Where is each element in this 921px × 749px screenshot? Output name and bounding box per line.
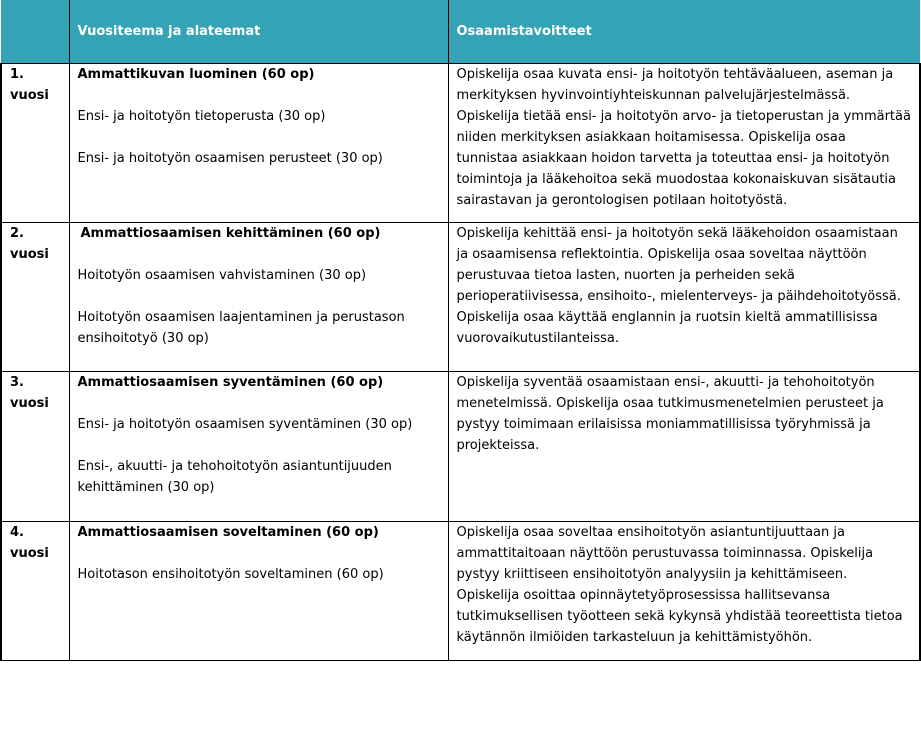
year-cell: 4. vuosi	[1, 522, 69, 661]
subtheme: Ensi- ja hoitotyön tietoperusta (30 op)	[77, 109, 326, 124]
theme-title: Ammattiosaamisen kehittäminen (60 op)	[80, 226, 381, 241]
theme-title: Ammattiosaamisen soveltaminen (60 op)	[77, 525, 379, 540]
header-theme: Vuositeema ja alateemat	[69, 0, 448, 64]
goals-cell: Opiskelija osaa soveltaa ensihoitotyön asiantuntijuuttaan ja ammattitaitoaan näyttöön perustuvassa toiminnassa. Opiskelija pystyy kriittiseen ensihoitotyön analyysiin ja kehittämiseen. Opiskelija osoittaa opinnäytetyöprosessissa hallitsevansa tutkimuksellisen työotteen sekä kykynsä yhdistää teoreettista tietoa käytännön ilmiöiden tarkasteluun ja kehittämistyöhön.	[448, 522, 920, 661]
table-header-row	[1, 0, 920, 64]
goals-cell: Opiskelija osaa kuvata ensi- ja hoitotyön tehtäväalueen, aseman ja merkityksen hyvinvointiyhteiskunnan palvelujärjestelmässä. Opiskelija tietää ensi- ja hoitotyön arvo- ja tietoperustan ja ymmärtää niiden merkityksen asiakkaan hoitamisessa. Opiskelija osaa tunnistaa asiakkaan hoidon tarvetta ja toteuttaa ensi- ja hoitotyön toimintoja ja lääkehoitoa sekä muodostaa kokonaiskuvan sisätautia sairastavan ja gerontologisen potilaan hoitotyöstä.	[448, 64, 920, 223]
theme-title: Ammattikuvan luominen (60 op)	[77, 67, 315, 82]
table-row	[1, 372, 920, 522]
subtheme: Hoitotyön osaamisen vahvistaminen (30 op)	[77, 268, 367, 283]
header-goals: Osaamistavoitteet	[448, 0, 920, 64]
goals-cell: Opiskelija syventää osaamistaan ensi-, akuutti- ja tehohoitotyön menetelmissä. Opiskelija osaa tutkimusmenetelmien perusteet ja pystyy toimimaan erilaisissa moniammatillisissa työryhmissä ja projekteissa.	[448, 372, 920, 522]
table-row	[1, 64, 920, 223]
theme-cell	[69, 522, 448, 661]
year-cell: 1. vuosi	[1, 64, 69, 223]
subtheme: Ensi- ja hoitotyön osaamisen perusteet (30 op)	[77, 151, 383, 166]
table-row	[1, 522, 920, 661]
header-year	[1, 0, 69, 64]
year-cell: 2. vuosi	[1, 223, 69, 372]
subtheme: Hoitotason ensihoitotyön soveltaminen (60 op)	[77, 567, 384, 582]
theme-cell	[69, 223, 448, 372]
theme-cell	[69, 64, 448, 223]
subtheme: Hoitotyön osaamisen laajentaminen ja perustason ensihoitotyö (30 op)	[77, 310, 405, 346]
year-cell: 3. vuosi	[1, 372, 69, 522]
subtheme: Ensi-, akuutti- ja tehohoitotyön asiantuntijuuden kehittäminen (30 op)	[77, 459, 392, 495]
theme-cell	[69, 372, 448, 522]
subtheme: Ensi- ja hoitotyön osaamisen syventäminen (30 op)	[77, 417, 413, 432]
goals-cell: Opiskelija kehittää ensi- ja hoitotyön sekä lääkehoidon osaamistaan ja osaamisensa reflektointia. Opiskelija osaa soveltaa näyttöön perustuvaa tietoa lasten, nuorten ja perheiden sekä perioperatiivisessa, ensihoito-, mielenterveys- ja päihdehoitotyössä. Opiskelija osaa käyttää englannin ja ruotsin kieltä ammatillisissa vuorovaikutustilanteissa.	[448, 223, 920, 372]
table-row	[1, 223, 920, 372]
theme-title: Ammattiosaamisen syventäminen (60 op)	[77, 375, 384, 390]
